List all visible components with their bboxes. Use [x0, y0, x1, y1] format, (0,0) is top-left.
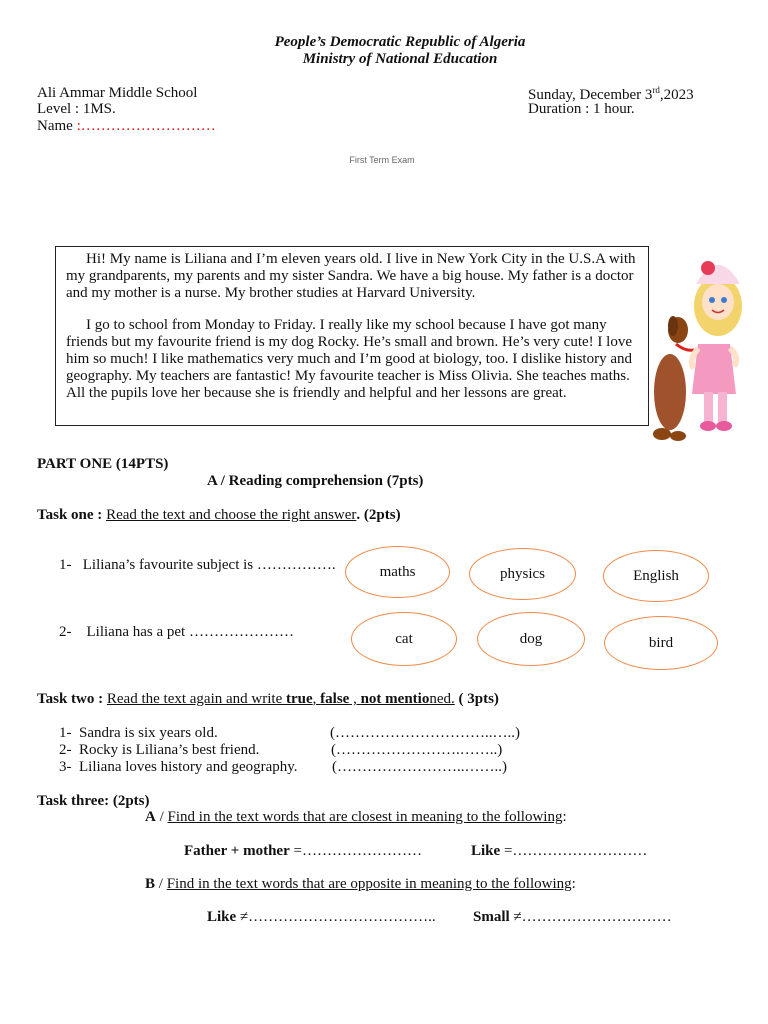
task-two-item-1: [59, 725, 218, 742]
task-two-instr-a: Read the text again and write: [106, 691, 286, 707]
task-three-b-item-1[interactable]: [207, 909, 436, 926]
a-item-1-label: Father + mother: [184, 843, 290, 859]
task-three-a-item-2[interactable]: [471, 843, 647, 860]
task-three-a-text: Find in the text words that are closest in meaning to the following: [167, 809, 563, 825]
task-three-b-label: B: [145, 876, 156, 892]
date-post: ,2023: [659, 87, 694, 103]
text-paragraph-2: I go to school from Monday to Friday. I really like my school because I have got many friends but my favourite friend is my dog Rocky. He’s small and brown. He’s very cute! I love him so much! I like mathematics very much and I’m good at biology, too. I dislike history and geography. My teachers are fantastic! My favourite teacher is Miss Olivia. She teaches maths. All the pupils love her because she is friendly and helpful and her lessons are great.: [66, 317, 633, 401]
header-line-1: People’s Democratic Republic of Algeria: [274, 34, 526, 50]
task-two-true: true: [286, 691, 313, 707]
task-two-not-mentioned: not mentio: [360, 691, 430, 707]
reading-text-box: [55, 246, 649, 426]
q2-text: Liliana has a pet …………………: [86, 624, 294, 640]
b-item-1-blank: ≠………………………………..: [236, 909, 436, 925]
q2-option-bird[interactable]: bird: [604, 616, 718, 670]
task-one-question-2: [59, 624, 294, 641]
section-a-heading: A / Reading comprehension (7pts): [207, 473, 424, 489]
b-item-2-label: Small: [473, 909, 510, 925]
t2-item-2-number: 2-: [59, 742, 72, 758]
b-item-1-label: Like: [207, 909, 237, 925]
task-three-a-label: A: [145, 809, 156, 825]
task-three-b-text: Find in the text words that are opposite in meaning to the following: [166, 876, 572, 892]
name-field[interactable]: [37, 118, 216, 135]
q1-option-english[interactable]: English: [603, 550, 709, 602]
header-line-2: Ministry of National Education: [302, 51, 498, 67]
t2-item-3-blank[interactable]: (……………………..……..): [332, 759, 507, 775]
task-one-points: . (2pts): [356, 507, 401, 523]
school-name: Ali Ammar Middle School: [37, 85, 198, 101]
exam-title: First Term Exam: [349, 155, 415, 165]
q1-text: Liliana’s favourite subject is …………….: [82, 557, 336, 573]
t2-item-3-number: 3-: [59, 759, 72, 775]
task-two-item-3: [59, 759, 298, 776]
task-two-heading: [37, 691, 499, 708]
dog-body: [654, 354, 686, 430]
task-two-comma-2: ,: [349, 691, 361, 707]
t2-item-1-number: 1-: [59, 725, 72, 741]
task-three-a-item-1[interactable]: [184, 843, 422, 860]
task-three-a-sep: /: [155, 809, 168, 825]
q2-option-cat[interactable]: cat: [351, 612, 457, 666]
duration: Duration : 1 hour.: [528, 101, 635, 117]
task-one-instruction: Read the text and choose the right answer: [106, 507, 357, 523]
a-item-1-blank: =……………………: [289, 843, 422, 859]
t2-item-2-text: Rocky is Liliana’s best friend.: [79, 742, 260, 758]
t2-item-3-text: Liliana loves history and geography.: [79, 759, 298, 775]
q1-option-physics[interactable]: physics: [469, 548, 576, 600]
task-one-label: Task one :: [37, 507, 107, 523]
a-item-2-label: Like: [471, 843, 501, 859]
t2-item-2-blank[interactable]: (…………………….……..): [331, 742, 503, 758]
name-label: Name: [37, 118, 77, 134]
t2-item-1-blank[interactable]: (…………………………..…..): [330, 725, 520, 741]
text-paragraph-1: Hi! My name is Liliana and I’m eleven years old. I live in New York City in the U.S.A with my grandparents, my parents and my sister Sandra. We have a big house. My father is a doctor and my mother is a nurse. My brother studies at Harvard University.: [66, 251, 636, 301]
task-two-points: ( 3pts): [454, 691, 499, 707]
task-two-false: false: [320, 691, 350, 707]
part-one-heading: PART ONE (14PTS): [37, 456, 169, 472]
task-three-b-instruction: [145, 876, 576, 893]
task-one-heading: [37, 507, 401, 524]
q1-option-maths[interactable]: maths: [345, 546, 450, 598]
task-two-comma-1: ,: [312, 691, 321, 707]
q1-number: 1-: [59, 557, 72, 573]
t2-item-1-text: Sandra is six years old.: [79, 725, 218, 741]
task-one-question-1: [59, 557, 336, 574]
task-two-item-2: [59, 742, 259, 759]
task-two-label: Task two :: [37, 691, 107, 707]
q2-number: 2-: [59, 624, 72, 640]
task-three-a-instruction: [145, 809, 567, 826]
task-three-b-colon: :: [571, 876, 576, 892]
girl-face: [702, 284, 734, 320]
task-two-ned: ned.: [429, 691, 455, 707]
b-item-2-blank: ≠…………………………: [509, 909, 672, 925]
task-three-heading: Task three: (2pts): [37, 793, 150, 809]
date-pre: Sunday, December 3: [528, 87, 653, 103]
level: Level : 1MS.: [37, 101, 116, 117]
date-sup: rd: [652, 85, 660, 95]
a-item-2-blank: =………………………: [500, 843, 648, 859]
task-three-b-sep: /: [155, 876, 167, 892]
name-dots: :………………………: [76, 118, 216, 134]
q2-option-dog[interactable]: dog: [477, 612, 585, 666]
task-three-b-item-2[interactable]: [473, 909, 672, 926]
task-three-a-colon: :: [562, 809, 567, 825]
girl-and-dog-illustration: [648, 244, 742, 449]
